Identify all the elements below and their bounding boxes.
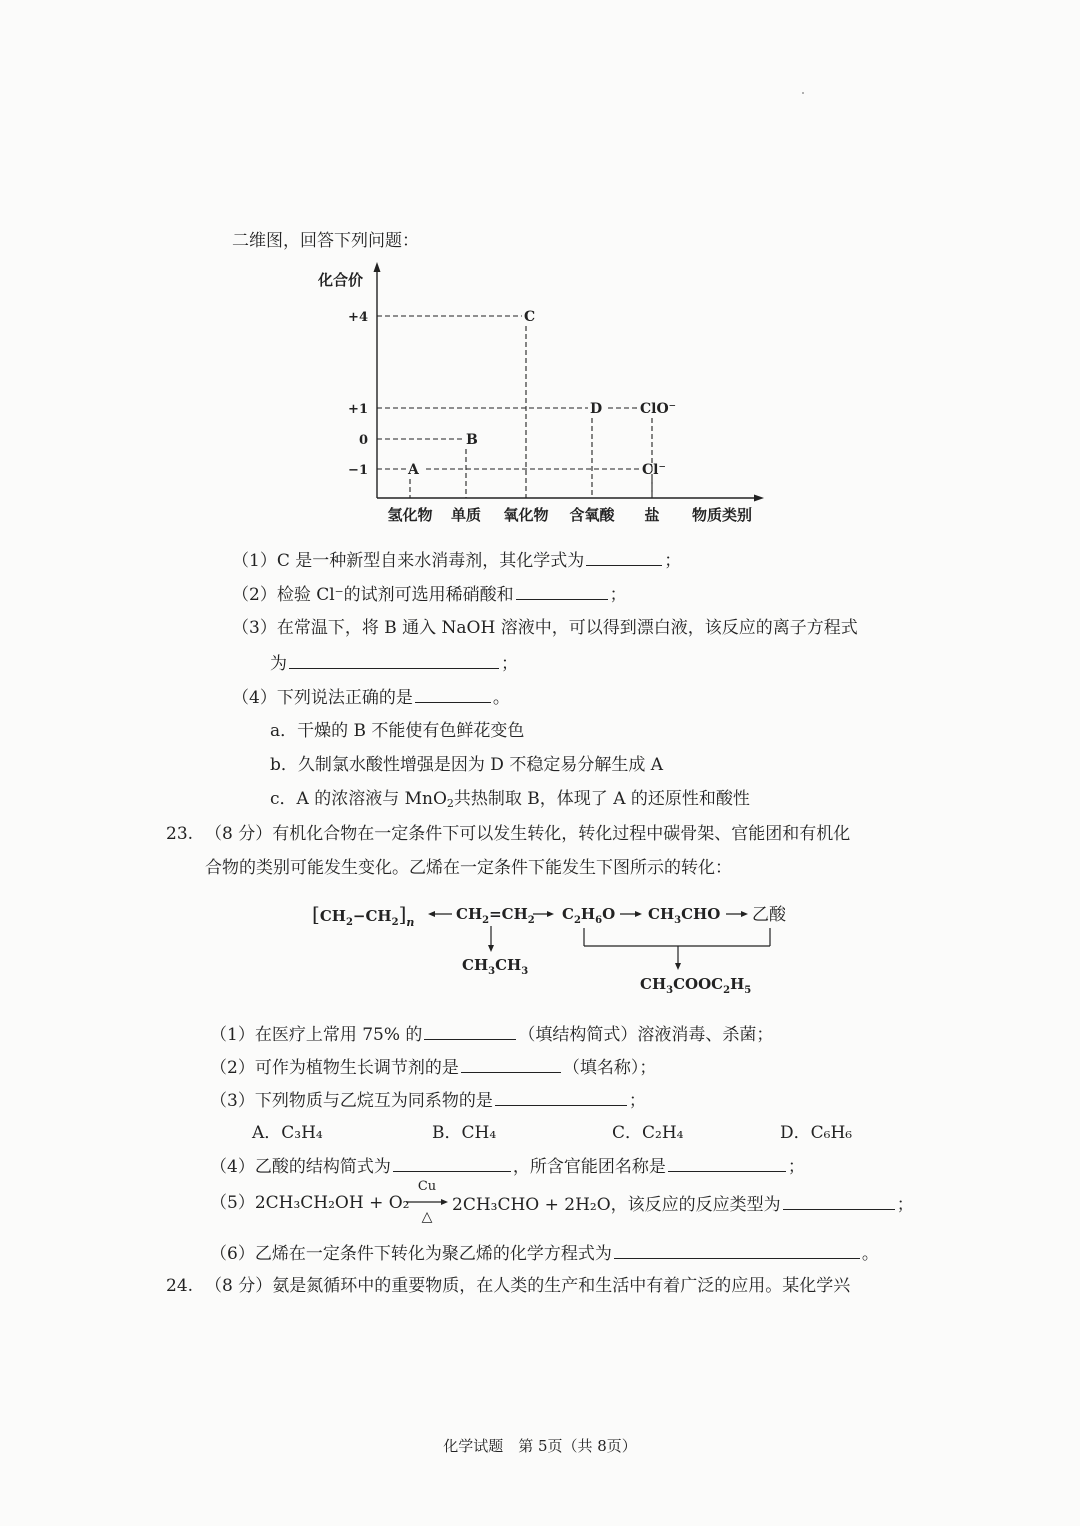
q23-option-c: C．C₂H₄ [612,1123,684,1143]
point-label: B [466,432,478,448]
q22-part4-text: （4）下列说法正确的是 [232,688,413,708]
acetaldehyde-formula: $CH_3CHO$ [648,905,721,926]
q23-stem-line2: 合物的类别可能发生变化。乙烯在一定条件下能发生下图所示的转化： [205,858,732,878]
x-axis-arrow [754,495,764,502]
q22-part4-answer-blank[interactable] [415,684,491,703]
q23-part6 [210,1240,879,1266]
reaction-scheme [300,890,820,1002]
q23-option-d: D．C₆H₆ [780,1123,853,1143]
q23-part2-answer-blank[interactable] [461,1054,561,1073]
q22-part2-end: ； [609,585,627,605]
y-tick-label: 0 [358,433,368,448]
y-tick-label: +4 [348,310,368,325]
x-category-label: 盐 [644,506,660,524]
q23-part4 [210,1153,805,1179]
q22-part1-answer-blank[interactable] [586,547,662,566]
q23-part3-answer-blank[interactable] [495,1087,627,1106]
esterification-bracket [584,928,770,966]
q23-number: 23. [166,824,194,844]
q22-part4 [232,684,510,710]
q23-part4-text: （4）乙酸的结构简式为 [210,1157,391,1177]
q22-option-a: a．干燥的 B 不能使有色鲜花变色 [270,721,525,741]
x-category-label: 氧化物 [503,506,549,524]
q23-option-a: A．C₃H₄ [252,1123,323,1143]
condition-arrow-icon [405,1197,449,1207]
x-category-label: 氢化物 [387,506,433,524]
q23-part1-text: （1）在医疗上常用 75% 的 [210,1025,423,1045]
heat-symbol: △ [421,1209,433,1225]
q24-number: 24. [166,1276,194,1296]
q23-stem-line1: （8 分）有机化合物在一定条件下可以发生转化，转化过程中碳骨架、官能团和有机化 [205,824,851,844]
y-axis-arrow [374,262,381,272]
q23-part6-end: 。 [861,1244,879,1264]
q23-part5-text: 2CH₃CHO + 2H₂O，该反应的反应类型为 [452,1195,781,1215]
ethanol-formula: $C_2H_6O$ [562,905,616,926]
polyethylene-formula: $[CH_2-CH_2]_n$ [312,902,415,929]
arrow-to-ethane [488,926,494,952]
acetic-acid-label: 乙酸 [752,905,786,925]
q23-part3-text: （3）下列物质与乙烷互为同系物的是 [210,1091,493,1111]
intro-text: 二维图，回答下列问题： [232,231,419,251]
q22-part2-answer-blank[interactable] [516,581,608,600]
q22-option-c-sub: 2 [446,797,454,810]
ethylene-formula: $CH_2=CH_2$ [456,905,535,926]
y-tick-label: −1 [348,463,368,478]
q23-part3 [210,1087,646,1113]
point-label: A [408,462,419,478]
x-category-label: 含氧酸 [569,506,615,524]
x-axis-title: 物质类别 [691,506,753,524]
q24-stem-line1: （8 分）氨是氮循环中的重要物质，在人类的生产和生活中有着广泛的应用。某化学兴 [205,1276,851,1296]
q23-part1-end: （填结构简式）溶液消毒、杀菌； [518,1025,774,1045]
arrow-to-ethyl-acetate [675,963,681,970]
q23-part5-start: （5）2CH₃CH₂OH + O₂ [210,1193,410,1213]
page-footer: 化学试题 第 5页（共 8页） [443,1437,637,1455]
q22-part1-text: （1）C 是一种新型自来水消毒剂，其化学式为 [232,551,585,571]
point-label: C [524,309,536,325]
point-label: ClO⁻ [640,401,677,417]
q22-option-b: b．久制氯水酸性增强是因为 D 不稳定易分解生成 A [270,755,663,775]
q22-part3-end: ； [501,654,518,674]
q23-part2-text: （2）可作为植物生长调节剂的是 [210,1058,459,1078]
q23-part6-text: （6）乙烯在一定条件下转化为聚乙烯的化学方程式为 [210,1244,612,1264]
q22-part1 [232,547,681,573]
q22-part3-wei: 为 [270,654,287,674]
point-label: Cl⁻ [642,462,666,478]
q22-part4-end: 。 [492,688,510,708]
arrow-to-ethanol [533,911,554,917]
q22-part1-end: ； [664,551,682,571]
arrow-to-polyethylene [428,911,452,917]
q23-part5-answer-blank[interactable] [783,1191,895,1210]
q22-option-c-part1: c．A 的浓溶液与 MnO [270,789,447,809]
q22-option-c [270,787,750,816]
y-tick-label: +1 [348,402,368,417]
valence-chart [300,258,780,530]
ethyl-acetate-formula: $CH_3COOC_2H_5$ [640,975,752,996]
q23-part3-end: ； [628,1091,646,1111]
arrow-to-acetaldehyde [620,911,642,917]
q22-part3-line2 [270,650,518,676]
q23-part4-end: ； [787,1157,805,1177]
q23-part6-answer-blank[interactable] [614,1240,860,1259]
q22-part3-line1: （3）在常温下，将 B 通入 NaOH 溶液中，可以得到漂白液，该反应的离子方程式 [232,618,858,638]
q23-part4-mid: ，所含官能团名称是 [512,1157,666,1177]
q23-part2-end: （填名称）； [562,1058,657,1078]
y-axis-title: 化合价 [318,271,364,289]
q22-part2 [232,581,627,607]
q23-part4-formula-blank[interactable] [393,1153,511,1172]
q22-option-c-part2: 共热制取 B，体现了 A 的还原性和酸性 [453,789,750,809]
point-label: D [590,401,603,417]
scan-speck [802,92,804,94]
q23-part2 [210,1054,656,1080]
reaction-condition-arrow [405,1180,449,1228]
q22-part2-text: （2）检验 Cl⁻的试剂可选用稀硝酸和 [232,585,514,605]
catalyst-label: Cu [417,1179,437,1194]
q23-part5-end: ； [896,1195,914,1215]
x-category-label: 单质 [450,506,482,524]
q22-part3-answer-blank[interactable] [289,650,499,669]
q23-part1 [210,1021,773,1047]
arrow-to-acetic-acid [726,911,748,917]
q23-part5-rest [452,1191,914,1217]
q23-part1-answer-blank[interactable] [424,1021,516,1040]
q23-option-b: B．CH₄ [432,1123,497,1143]
ethane-formula: $CH_3CH_3$ [462,956,529,977]
q23-part4-group-blank[interactable] [668,1153,786,1172]
